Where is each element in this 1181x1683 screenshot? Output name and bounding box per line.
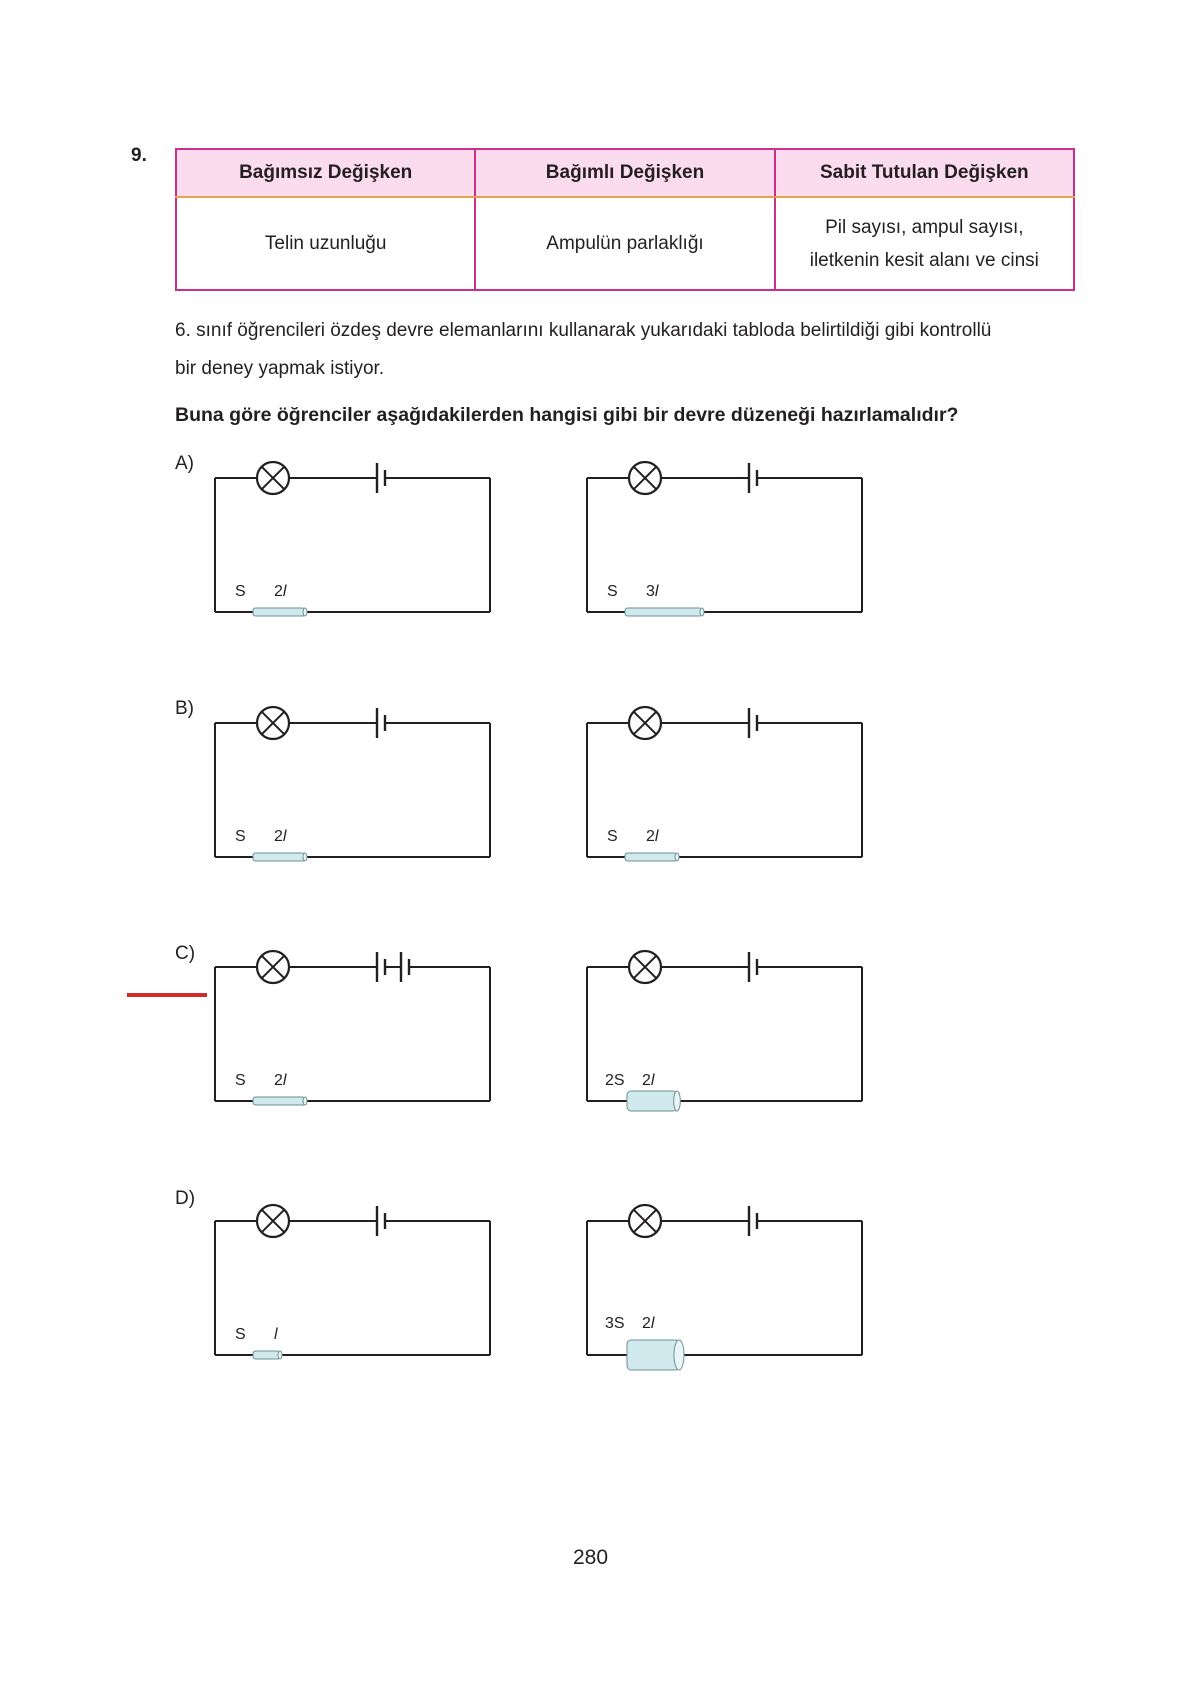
header-constant: Sabit Tutulan Değişken bbox=[775, 149, 1074, 197]
paragraph-line-1: 6. sınıf öğrencileri özdeş devre elemanlarını kullanarak yukarıdaki tabloda belirtildiği gibi kontrollü bbox=[175, 320, 992, 341]
header-dependent: Bağımlı Değişken bbox=[475, 149, 774, 197]
opt-0-circuit-0-conductor-end bbox=[303, 608, 307, 616]
opt-1-circuit-1-conductor-sample bbox=[625, 853, 677, 861]
opt-3-circuit-1-length-label: 2l bbox=[642, 1315, 655, 1332]
opt-3-circuit-1-conductor-sample bbox=[627, 1340, 679, 1370]
question-number: 9. bbox=[131, 145, 147, 166]
opt-0-circuit-1-conductor-end bbox=[700, 608, 704, 616]
opt-2-circuit-0-area-label: S bbox=[235, 1072, 246, 1089]
opt-0-circuit-1-area-label: S bbox=[607, 583, 618, 600]
opt-3-circuit-0-area-label: S bbox=[235, 1326, 246, 1343]
paragraph-line-2: bir deney yapmak istiyor. bbox=[175, 358, 385, 379]
opt-2-circuit-0-conductor-end bbox=[303, 1097, 307, 1105]
opt-1-circuit-0-area-label: S bbox=[235, 828, 246, 845]
opt-2-circuit-1-area-label: 2S bbox=[605, 1072, 625, 1089]
header-independent: Bağımsız Değişken bbox=[176, 149, 475, 197]
cell-constant-line-1: Pil sayısı, ampul sayısı, bbox=[825, 216, 1024, 238]
cell-dependent: Ampulün parlaklığı bbox=[475, 197, 774, 290]
option-a-label[interactable]: A) bbox=[175, 453, 194, 474]
opt-3-circuit-1-area-label: 3S bbox=[605, 1315, 625, 1332]
opt-0-circuit-0-area-label: S bbox=[235, 583, 246, 600]
opt-0-circuit-1-conductor-sample bbox=[625, 608, 702, 616]
opt-1-circuit-0-conductor-end bbox=[303, 853, 307, 861]
opt-2-circuit-1-conductor-end bbox=[674, 1091, 681, 1111]
opt-0-circuit-1-length-label: 3l bbox=[646, 583, 659, 600]
opt-1-circuit-1-conductor-end bbox=[675, 853, 679, 861]
opt-3-circuit-0-conductor-sample bbox=[253, 1351, 280, 1359]
cell-constant-line-2: iletkenin kesit alanı ve cinsi bbox=[809, 249, 1039, 271]
opt-3-circuit-0-length-label: l bbox=[274, 1326, 278, 1343]
opt-0-circuit-0-conductor-sample bbox=[253, 608, 305, 616]
option-d-label[interactable]: D) bbox=[175, 1188, 196, 1209]
option-c-label[interactable]: C) bbox=[175, 943, 196, 964]
opt-1-circuit-1-area-label: S bbox=[607, 828, 618, 845]
opt-0-circuit-0-length-label: 2l bbox=[274, 583, 287, 600]
opt-2-circuit-0-length-label: 2l bbox=[274, 1072, 287, 1089]
opt-2-circuit-1-length-label: 2l bbox=[642, 1072, 655, 1089]
cell-independent: Telin uzunluğu bbox=[176, 197, 475, 290]
opt-1-circuit-0-conductor-sample bbox=[253, 853, 305, 861]
opt-3-circuit-0-conductor-end bbox=[278, 1351, 282, 1359]
page-number: 280 bbox=[572, 1546, 609, 1569]
opt-1-circuit-0-length-label: 2l bbox=[274, 828, 287, 845]
opt-1-circuit-1-length-label: 2l bbox=[646, 828, 659, 845]
opt-2-circuit-0-conductor-sample bbox=[253, 1097, 305, 1105]
option-b-label[interactable]: B) bbox=[175, 698, 194, 719]
opt-2-circuit-1-conductor-sample bbox=[627, 1091, 677, 1111]
question-text: Buna göre öğrenciler aşağıdakilerden hangisi gibi bir devre düzeneği hazırlamalıdır? bbox=[175, 404, 959, 426]
opt-3-circuit-1-conductor-end bbox=[674, 1340, 684, 1370]
